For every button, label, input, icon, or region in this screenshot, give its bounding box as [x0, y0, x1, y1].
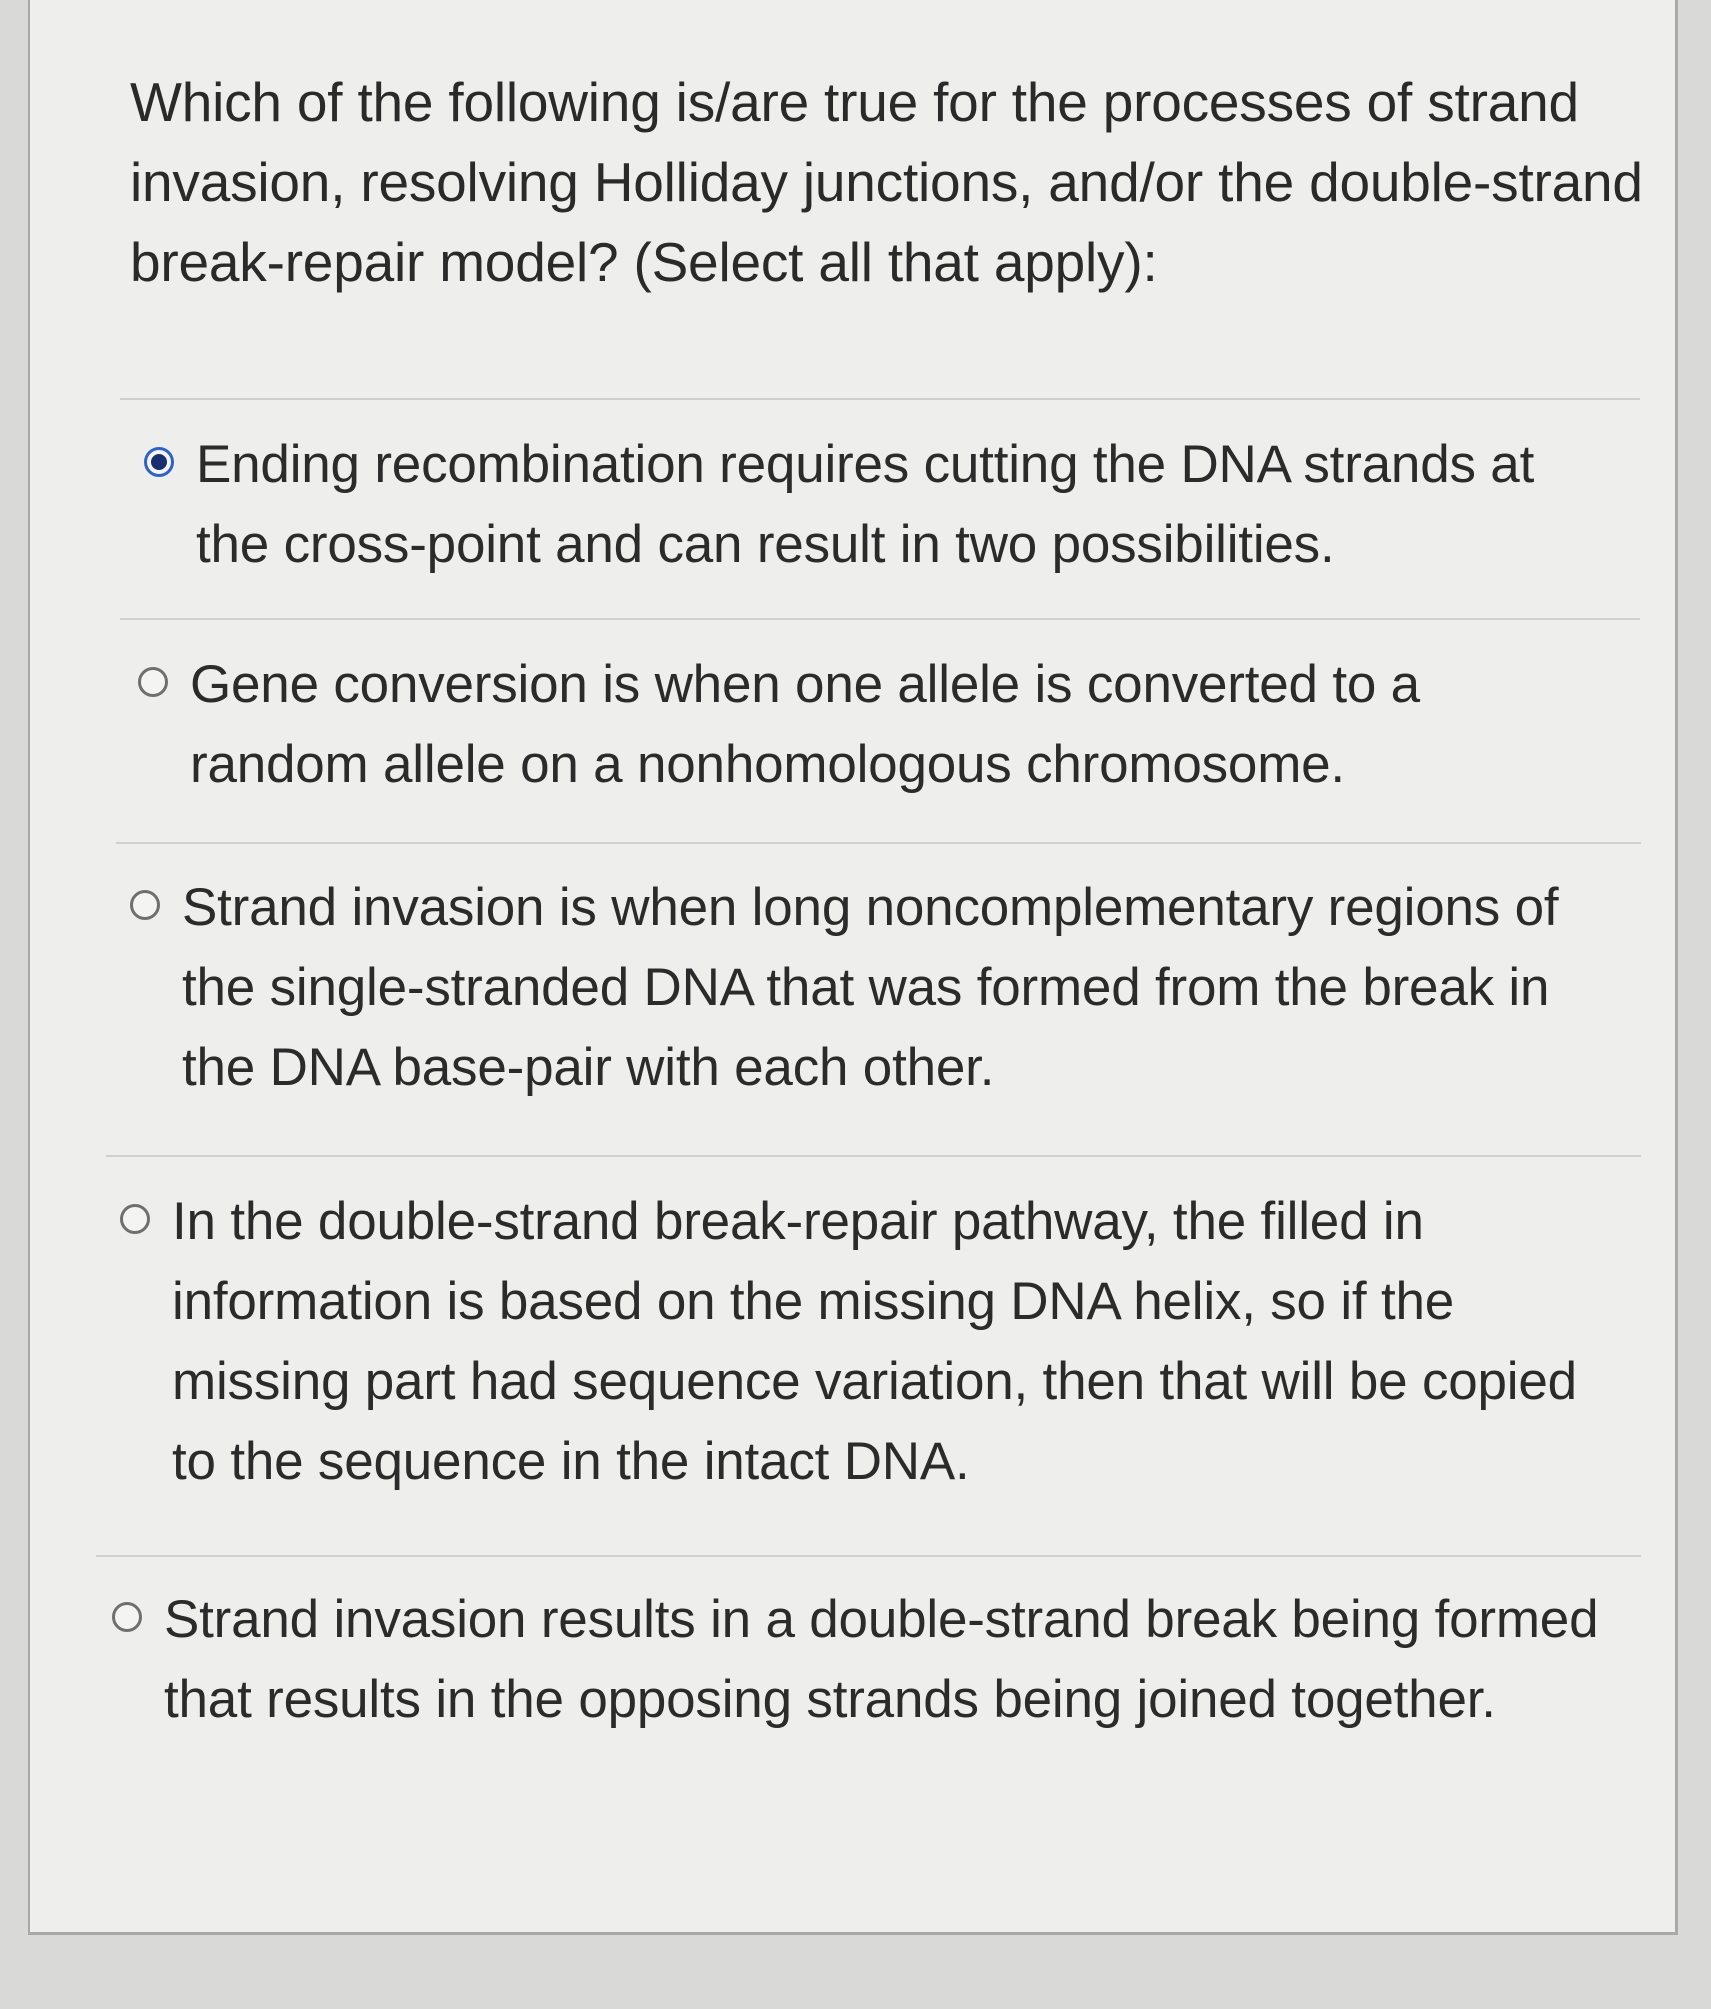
answer-option-5[interactable]: [112, 1580, 1642, 1740]
divider: [96, 1555, 1641, 1557]
divider: [106, 1155, 1641, 1157]
answer-option-2[interactable]: [138, 645, 1638, 805]
radio-unselected-icon[interactable]: [112, 1602, 142, 1632]
divider: [120, 398, 1640, 400]
radio-unselected-icon[interactable]: [130, 890, 160, 920]
option-label: Ending recombination requires cutting the DNA strands at the cross-point and can result in two possibilities.: [196, 435, 1535, 574]
answer-option-1[interactable]: [144, 425, 1644, 585]
option-label: Strand invasion is when long noncomplementary regions of the single-stranded DNA that was formed from the break in the DNA base-pair with each other.: [182, 878, 1559, 1097]
option-label: Gene conversion is when one allele is converted to a random allele on a nonhomologous chromosome.: [190, 655, 1420, 794]
divider: [116, 842, 1641, 844]
question-panel: [28, 0, 1678, 1935]
question-text: Which of the following is/are true for the processes of strand invasion, resolving Holliday junctions, and/or the double-strand break-repair model? (Select all that apply):: [130, 71, 1643, 293]
divider: [120, 618, 1640, 620]
answer-option-4[interactable]: [120, 1182, 1640, 1502]
option-label: In the double-strand break-repair pathway, the filled in information is based on the missing DNA helix, so if the missing part had sequence variation, then that will be copied to the sequence in the intact DNA.: [172, 1192, 1577, 1491]
answer-option-3[interactable]: [130, 868, 1640, 1108]
radio-selected-icon[interactable]: [144, 447, 174, 477]
option-label: Strand invasion results in a double-strand break being formed that results in the opposing strands being joined together.: [164, 1590, 1599, 1729]
radio-unselected-icon[interactable]: [138, 667, 168, 697]
radio-unselected-icon[interactable]: [120, 1204, 150, 1234]
